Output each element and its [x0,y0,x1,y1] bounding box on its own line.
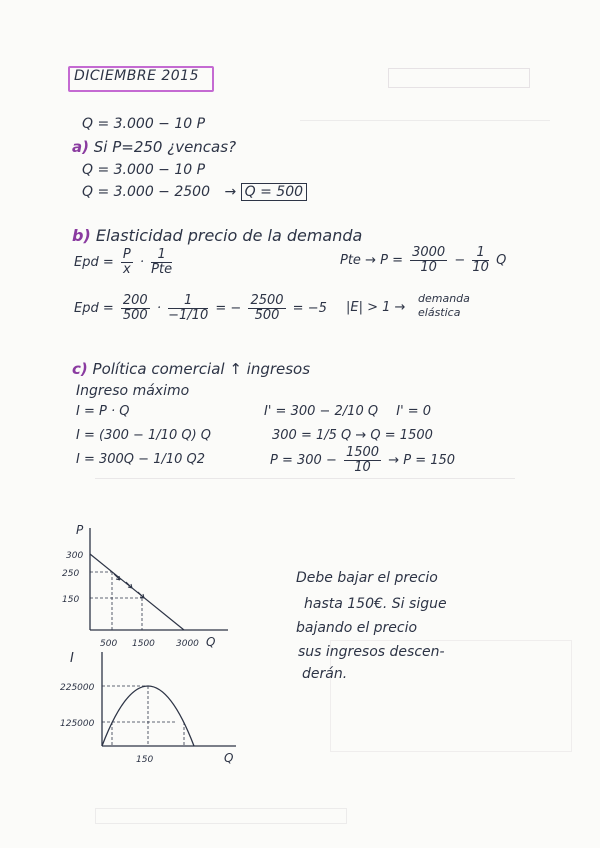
conclusion-line1: demanda [418,292,470,305]
part-a-result: Q = 500 [241,183,307,201]
y-tick-125000: 125000 [60,719,95,729]
part-b-letter: b) [72,226,91,245]
part-c-r1a: I' = 300 − 2/10 Q [264,404,379,419]
note-line3: bajando el precio [296,620,418,636]
demand-equation: Q = 3.000 − 10 P [82,116,206,132]
part-a-question-text: Si P=250 ¿vencas? [93,138,237,156]
part-c-title-row [72,360,310,378]
arrow: → [224,184,237,200]
bleed-through-text [388,68,530,88]
note-line4: sus ingresos descen- [298,644,445,660]
part-c-right3 [270,446,455,475]
part-c-r3-pre: P = 300 − [270,453,337,468]
part-c-right2: 300 = 1/5 Q → Q = 1500 [272,428,433,443]
calc-f3-den: 500 [254,308,280,323]
bleed-through-text [95,808,347,824]
part-c-title: Política comercial ↑ ingresos [92,360,311,378]
part-a-letter: a) [72,138,89,156]
pte-q: Q [496,253,507,268]
part-c-line2: I = (300 − 1/10 Q) Q [76,428,212,443]
part-c-right1 [264,404,431,419]
revenue-graph-x-axis-label: Q [224,751,234,765]
demand-graph-y-axis-label: P [76,523,84,537]
pte-f2-num: 1 [472,246,489,261]
part-a-step1: Q = 3.000 − 10 P [82,162,206,178]
part-a-step2-row [82,184,307,200]
part-b-title: Elasticidad precio de la demanda [95,226,363,245]
epd-calculation [74,294,327,323]
part-c-r3-num: 1500 [345,445,380,460]
x-tick-150: 150 [136,755,154,765]
note-line1: Debe bajar el precio [296,570,438,586]
pte-definition [340,246,506,275]
calc-dot: · [156,301,161,316]
part-c-r3-post: → P = 150 [388,453,456,468]
part-c-r3-den: 10 [354,460,371,475]
y-tick-250: 250 [62,569,80,579]
calc-f2-den: −1/10 [168,308,209,323]
calc-f1-num: 200 [122,293,148,308]
bleed-through-text [300,120,550,201]
y-tick-150: 150 [62,595,80,605]
x-tick-3000: 3000 [176,639,199,649]
demand-graph [56,522,236,656]
epd-f2-num: 1 [151,248,172,263]
movement-arrow [126,582,132,588]
demand-line [90,554,184,630]
epd-f2-den: Pte [151,262,173,277]
part-c-letter: c) [72,360,88,378]
calc-eq2: = −5 [292,301,327,316]
calc-f2-num: 1 [168,294,208,309]
part-a-step2: Q = 3.000 − 2500 [82,184,210,200]
calc-eq1: = − [215,301,242,316]
y-tick-300: 300 [66,551,84,561]
calc-f3-num: 2500 [250,293,284,308]
x-tick-1500: 1500 [132,639,155,649]
epd-definition [74,248,175,277]
pte-minus: − [454,253,466,268]
epd-dot: · [139,255,145,270]
pte-lhs: Pte → P = [340,253,403,268]
movement-arrow [114,574,120,580]
pte-f2-den: 10 [472,260,489,275]
demand-graph-x-axis-label: Q [206,635,216,649]
epd-f1-num: P [122,247,131,262]
calc-f1-den: 500 [122,308,148,323]
abs-elasticity: |E| > 1 → [346,300,406,315]
revenue-graph-y-axis-label: I [70,651,74,666]
part-c-line1: I = P · Q [76,404,130,419]
note-line2: hasta 150€. Si sigue [304,596,447,612]
movement-arrow [138,592,144,598]
part-c-line3: I = 300Q − 1/10 Q2 [76,452,206,467]
note-line5: derán. [302,666,348,682]
x-tick-500: 500 [100,639,118,649]
calc-lhs: Epd = [74,301,114,316]
pte-f1-den: 10 [420,260,437,275]
bleed-through-text [95,478,515,479]
part-a-question [72,138,236,156]
date-label: DICIEMBRE 2015 [74,68,199,84]
y-tick-225000: 225000 [60,683,95,693]
part-b-title-row [72,226,362,245]
pte-f1-num: 3000 [412,245,446,260]
conclusion-line2: elástica [418,306,461,319]
epd-lhs: Epd = [74,255,114,270]
part-c-r1b: I' = 0 [396,404,432,419]
part-c-subtitle: Ingreso máximo [76,383,190,399]
epd-f1-den: x [122,262,131,277]
revenue-graph [56,648,246,768]
